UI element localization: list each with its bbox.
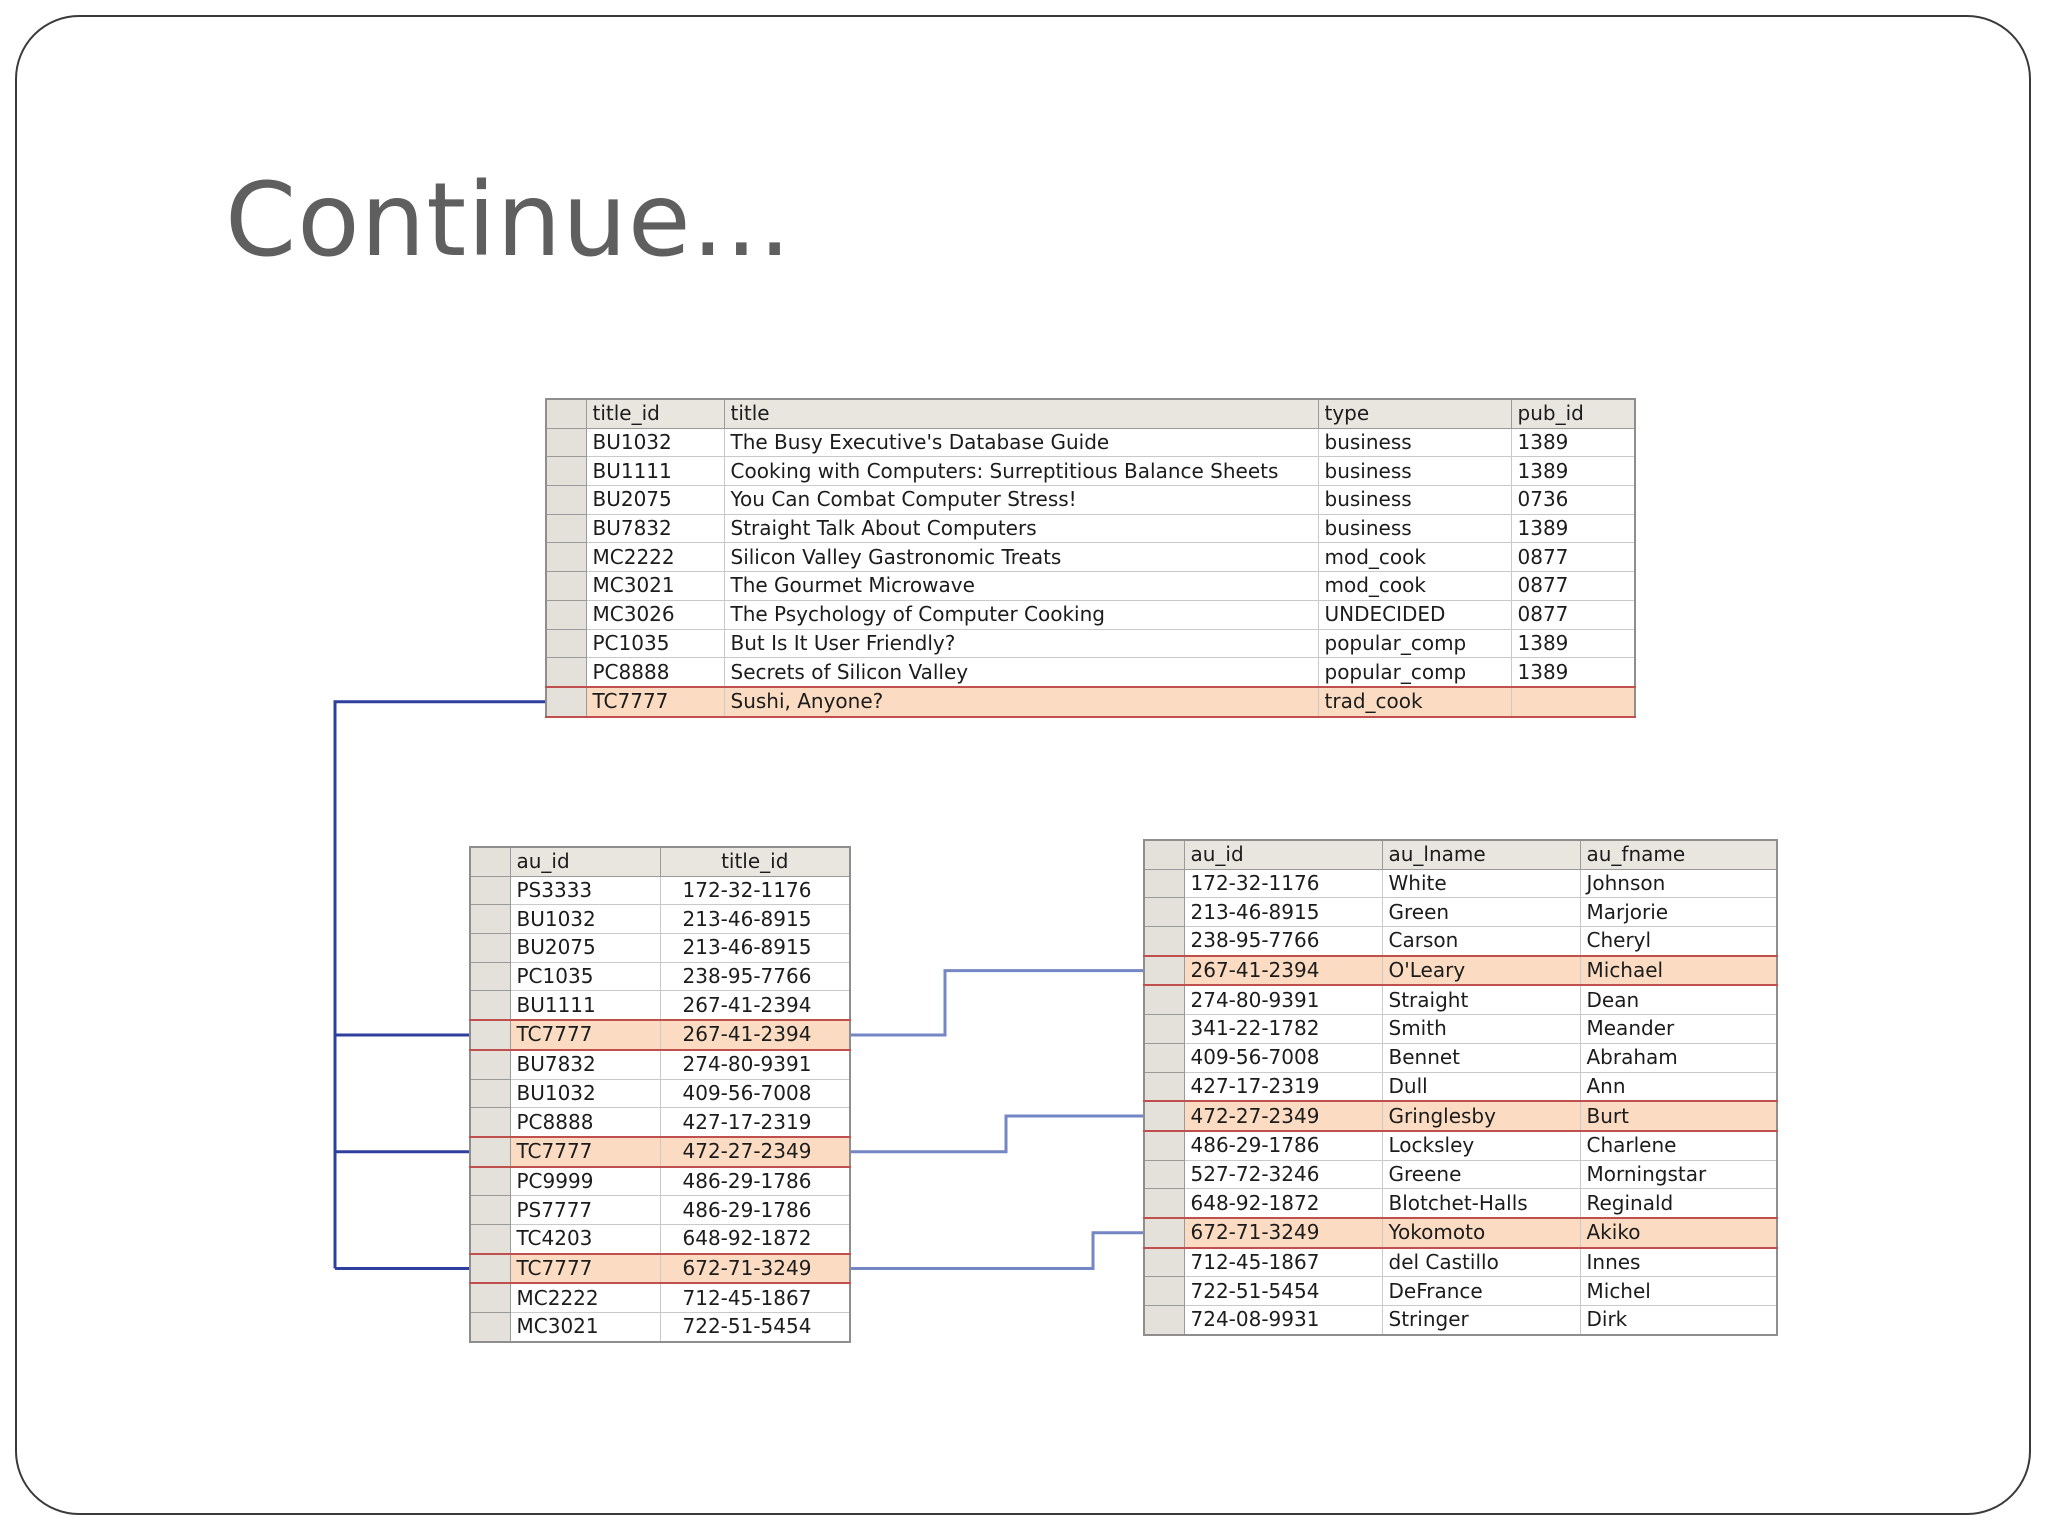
titleauthor-cell-title-id[interactable]: 672-71-3249	[660, 1254, 850, 1284]
slide-title: Continue...	[225, 161, 792, 280]
titles-cell-pub-id[interactable]: 0877	[1511, 543, 1635, 572]
row-selector[interactable]	[470, 1283, 510, 1312]
titleauthor-cell-title-id[interactable]: 409-56-7008	[660, 1079, 850, 1108]
titles-cell-title[interactable]: The Gourmet Microwave	[724, 572, 1318, 601]
titles-cell-type[interactable]: business	[1318, 428, 1511, 457]
titleauthor-cell-title-id[interactable]: 238-95-7766	[660, 962, 850, 991]
authors-cell-au-lname[interactable]: Smith	[1382, 1015, 1580, 1044]
authors-cell-au-fname[interactable]: Charlene	[1580, 1131, 1777, 1160]
row-selector[interactable]	[546, 572, 586, 601]
titles-cell-type[interactable]: popular_comp	[1318, 629, 1511, 658]
titleauthor-row[interactable]	[470, 1224, 850, 1253]
titleauthor-cell-au-id[interactable]: PC9999	[510, 1167, 660, 1196]
authors-cell-au-lname[interactable]: Green	[1382, 898, 1580, 927]
row-selector[interactable]	[1144, 1101, 1184, 1131]
row-selector[interactable]	[470, 1108, 510, 1137]
row-selector[interactable]	[470, 1020, 510, 1050]
authors-row[interactable]	[1144, 869, 1777, 898]
row-selector[interactable]	[470, 1254, 510, 1284]
titles-cell-title-id[interactable]: MC3026	[586, 600, 724, 629]
titles-cell-title-id[interactable]: TC7777	[586, 687, 724, 717]
row-selector[interactable]	[1144, 1015, 1184, 1044]
authors-row-highlighted[interactable]	[1144, 956, 1777, 986]
titleauthor-cell-au-id[interactable]: TC7777	[510, 1137, 660, 1167]
titles-cell-title-id[interactable]: BU2075	[586, 486, 724, 515]
titles-row[interactable]	[546, 629, 1635, 658]
titleauthor-cell-au-id[interactable]: PC1035	[510, 962, 660, 991]
authors-cell-au-id[interactable]: 427-17-2319	[1184, 1072, 1382, 1101]
authors-cell-au-id[interactable]: 712-45-1867	[1184, 1248, 1382, 1277]
titles-header-type[interactable]: type	[1318, 399, 1511, 428]
row-selector[interactable]	[470, 991, 510, 1020]
authors-cell-au-id[interactable]: 274-80-9391	[1184, 985, 1382, 1014]
titleauthor-cell-title-id[interactable]: 427-17-2319	[660, 1108, 850, 1137]
titles-cell-pub-id[interactable]: 1389	[1511, 629, 1635, 658]
row-selector[interactable]	[470, 1167, 510, 1196]
authors-row-highlighted[interactable]	[1144, 1218, 1777, 1248]
row-selector[interactable]	[546, 600, 586, 629]
titles-cell-title-id[interactable]: BU1032	[586, 428, 724, 457]
titles-cell-type[interactable]: mod_cook	[1318, 543, 1511, 572]
titleauthor-cell-au-id[interactable]: BU1032	[510, 905, 660, 934]
titleauthor-row[interactable]	[470, 1108, 850, 1137]
row-selector[interactable]	[470, 1050, 510, 1079]
row-selector[interactable]	[1144, 1248, 1184, 1277]
titleauthor-corner-cell	[470, 847, 510, 876]
authors-row[interactable]	[1144, 1248, 1777, 1277]
authors-cell-au-fname[interactable]: Cheryl	[1580, 927, 1777, 956]
row-selector[interactable]	[470, 905, 510, 934]
titleauthor-cell-title-id[interactable]: 213-46-8915	[660, 905, 850, 934]
titles-cell-type[interactable]: business	[1318, 486, 1511, 515]
titleauthor-cell-au-id[interactable]: TC7777	[510, 1020, 660, 1050]
authors-cell-au-id[interactable]: 648-92-1872	[1184, 1189, 1382, 1218]
titleauthor-cell-title-id[interactable]: 712-45-1867	[660, 1283, 850, 1312]
titles-cell-title[interactable]: Straight Talk About Computers	[724, 514, 1318, 543]
titleauthor-cell-au-id[interactable]: BU1032	[510, 1079, 660, 1108]
authors-cell-au-id[interactable]: 409-56-7008	[1184, 1043, 1382, 1072]
titles-row[interactable]	[546, 658, 1635, 687]
row-selector[interactable]	[470, 1137, 510, 1167]
titles-cell-title-id[interactable]: MC2222	[586, 543, 724, 572]
titles-cell-title[interactable]: But Is It User Friendly?	[724, 629, 1318, 658]
authors-cell-au-id[interactable]: 472-27-2349	[1184, 1101, 1382, 1131]
row-selector[interactable]	[1144, 1306, 1184, 1335]
titleauthor-cell-au-id[interactable]: PC8888	[510, 1108, 660, 1137]
authors-row[interactable]	[1144, 1189, 1777, 1218]
titles-cell-title-id[interactable]: PC8888	[586, 658, 724, 687]
titles-cell-title-id[interactable]: BU1111	[586, 457, 724, 486]
titles-cell-title[interactable]: Silicon Valley Gastronomic Treats	[724, 543, 1318, 572]
titleauthor-cell-title-id[interactable]: 486-29-1786	[660, 1167, 850, 1196]
titles-cell-type[interactable]: mod_cook	[1318, 572, 1511, 601]
titles-cell-title[interactable]: You Can Combat Computer Stress!	[724, 486, 1318, 515]
authors-cell-au-id[interactable]: 213-46-8915	[1184, 898, 1382, 927]
titles-header-title-id[interactable]: title_id	[586, 399, 724, 428]
titleauthor-cell-title-id[interactable]: 722-51-5454	[660, 1313, 850, 1342]
authors-cell-au-lname[interactable]: White	[1382, 869, 1580, 898]
authors-header-au-id[interactable]: au_id	[1184, 840, 1382, 869]
titleauthor-cell-title-id[interactable]: 267-41-2394	[660, 991, 850, 1020]
titleauthor-cell-au-id[interactable]: PS7777	[510, 1196, 660, 1225]
titleauthor-row-highlighted[interactable]	[470, 1254, 850, 1284]
titleauthor-cell-au-id[interactable]: BU1111	[510, 991, 660, 1020]
row-selector[interactable]	[1144, 1160, 1184, 1189]
authors-cell-au-fname[interactable]: Dean	[1580, 985, 1777, 1014]
titleauthor-cell-au-id[interactable]: PS3333	[510, 876, 660, 905]
authors-row[interactable]	[1144, 1043, 1777, 1072]
titles-row[interactable]	[546, 543, 1635, 572]
row-selector[interactable]	[546, 486, 586, 515]
titles-cell-type[interactable]: trad_cook	[1318, 687, 1511, 717]
row-selector[interactable]	[546, 629, 586, 658]
titleauthor-row[interactable]	[470, 1283, 850, 1312]
titleauthor-cell-au-id[interactable]: TC7777	[510, 1254, 660, 1284]
authors-row[interactable]	[1144, 927, 1777, 956]
row-selector[interactable]	[546, 457, 586, 486]
connector-author-link-3	[850, 1233, 1144, 1269]
row-selector[interactable]	[470, 876, 510, 905]
titles-cell-title-id[interactable]: BU7832	[586, 514, 724, 543]
row-selector[interactable]	[1144, 1189, 1184, 1218]
row-selector[interactable]	[470, 962, 510, 991]
titleauthor-cell-title-id[interactable]: 172-32-1176	[660, 876, 850, 905]
titleauthor-row[interactable]	[470, 934, 850, 963]
titles-cell-title[interactable]: Cooking with Computers: Surreptitious Balance Sheets	[724, 457, 1318, 486]
titles-cell-title-id[interactable]: PC1035	[586, 629, 724, 658]
titleauthor-header-row	[470, 847, 850, 876]
titles-cell-title[interactable]: Secrets of Silicon Valley	[724, 658, 1318, 687]
authors-header-au-lname[interactable]: au_lname	[1382, 840, 1580, 869]
titleauthor-cell-au-id[interactable]: MC3021	[510, 1313, 660, 1342]
row-selector[interactable]	[1144, 1277, 1184, 1306]
row-selector[interactable]	[470, 1313, 510, 1342]
titleauthor-row[interactable]	[470, 1050, 850, 1079]
titles-cell-type[interactable]: business	[1318, 514, 1511, 543]
row-selector[interactable]	[546, 687, 586, 717]
titles-header-title[interactable]: title	[724, 399, 1318, 428]
titles-cell-title[interactable]: Sushi, Anyone?	[724, 687, 1318, 717]
authors-cell-au-id[interactable]: 238-95-7766	[1184, 927, 1382, 956]
titleauthor-cell-title-id[interactable]: 472-27-2349	[660, 1137, 850, 1167]
row-selector[interactable]	[470, 1224, 510, 1253]
authors-row[interactable]	[1144, 985, 1777, 1014]
authors-cell-au-id[interactable]: 672-71-3249	[1184, 1218, 1382, 1248]
titleauthor-header-au-id[interactable]: au_id	[510, 847, 660, 876]
connector-author-link-2	[850, 1116, 1144, 1152]
titles-cell-title-id[interactable]: MC3021	[586, 572, 724, 601]
authors-cell-au-fname[interactable]: Meander	[1580, 1015, 1777, 1044]
titleauthor-row-highlighted[interactable]	[470, 1020, 850, 1050]
authors-cell-au-lname[interactable]: DeFrance	[1382, 1277, 1580, 1306]
authors-cell-au-lname[interactable]: del Castillo	[1382, 1248, 1580, 1277]
titleauthor-cell-au-id[interactable]: MC2222	[510, 1283, 660, 1312]
authors-cell-au-fname[interactable]: Reginald	[1580, 1189, 1777, 1218]
row-selector[interactable]	[1144, 985, 1184, 1014]
connector-author-link-1	[850, 971, 1144, 1035]
authors-cell-au-id[interactable]: 724-08-9931	[1184, 1306, 1382, 1335]
titles-row[interactable]	[546, 572, 1635, 601]
titleauthor-row-highlighted[interactable]	[470, 1137, 850, 1167]
authors-table	[1143, 839, 1778, 1336]
titles-cell-pub-id[interactable]: 1389	[1511, 428, 1635, 457]
titles-cell-title[interactable]: The Busy Executive's Database Guide	[724, 428, 1318, 457]
authors-cell-au-fname[interactable]: Ann	[1580, 1072, 1777, 1101]
titles-cell-pub-id[interactable]: 1389	[1511, 514, 1635, 543]
row-selector[interactable]	[546, 514, 586, 543]
authors-header-row	[1144, 840, 1777, 869]
titleauthor-cell-au-id[interactable]: BU7832	[510, 1050, 660, 1079]
authors-corner-cell	[1144, 840, 1184, 869]
titleauthor-row[interactable]	[470, 905, 850, 934]
titles-cell-pub-id[interactable]: 1389	[1511, 457, 1635, 486]
authors-cell-au-lname[interactable]: Bennet	[1382, 1043, 1580, 1072]
authors-cell-au-fname[interactable]: Abraham	[1580, 1043, 1777, 1072]
titleauthor-header-title-id[interactable]: title_id	[660, 847, 850, 876]
row-selector[interactable]	[1144, 898, 1184, 927]
authors-row[interactable]	[1144, 1277, 1777, 1306]
authors-cell-au-lname[interactable]: Stringer	[1382, 1306, 1580, 1335]
authors-cell-au-fname[interactable]: Innes	[1580, 1248, 1777, 1277]
authors-cell-au-lname[interactable]: Carson	[1382, 927, 1580, 956]
authors-cell-au-id[interactable]: 267-41-2394	[1184, 956, 1382, 986]
titles-row[interactable]	[546, 486, 1635, 515]
titleauthor-cell-title-id[interactable]: 267-41-2394	[660, 1020, 850, 1050]
authors-cell-au-fname[interactable]: Dirk	[1580, 1306, 1777, 1335]
titleauthor-row[interactable]	[470, 1196, 850, 1225]
titleauthor-row[interactable]	[470, 962, 850, 991]
titles-row[interactable]	[546, 514, 1635, 543]
authors-cell-au-fname[interactable]: Marjorie	[1580, 898, 1777, 927]
titles-header-row	[546, 399, 1635, 428]
row-selector[interactable]	[546, 428, 586, 457]
authors-cell-au-fname[interactable]: Johnson	[1580, 869, 1777, 898]
authors-cell-au-id[interactable]: 172-32-1176	[1184, 869, 1382, 898]
authors-header-au-fname[interactable]: au_fname	[1580, 840, 1777, 869]
authors-cell-au-fname[interactable]: Morningstar	[1580, 1160, 1777, 1189]
titles-header-pub-id[interactable]: pub_id	[1511, 399, 1635, 428]
titleauthor-cell-title-id[interactable]: 648-92-1872	[660, 1224, 850, 1253]
titleauthor-row[interactable]	[470, 991, 850, 1020]
row-selector[interactable]	[546, 543, 586, 572]
titleauthor-row[interactable]	[470, 1313, 850, 1342]
titles-row[interactable]	[546, 428, 1635, 457]
authors-row[interactable]	[1144, 1306, 1777, 1335]
authors-cell-au-lname[interactable]: Blotchet-Halls	[1382, 1189, 1580, 1218]
authors-row[interactable]	[1144, 898, 1777, 927]
row-selector[interactable]	[1144, 956, 1184, 986]
titles-row-highlighted[interactable]	[546, 687, 1635, 717]
authors-cell-au-lname[interactable]: Straight	[1382, 985, 1580, 1014]
row-selector[interactable]	[470, 934, 510, 963]
titles-cell-type[interactable]: UNDECIDED	[1318, 600, 1511, 629]
authors-row[interactable]	[1144, 1131, 1777, 1160]
titles-cell-pub-id[interactable]: 1389	[1511, 658, 1635, 687]
titles-cell-type[interactable]: business	[1318, 457, 1511, 486]
titleauthor-cell-title-id[interactable]: 213-46-8915	[660, 934, 850, 963]
authors-cell-au-id[interactable]: 527-72-3246	[1184, 1160, 1382, 1189]
authors-row[interactable]	[1144, 1072, 1777, 1101]
authors-row[interactable]	[1144, 1015, 1777, 1044]
authors-cell-au-lname[interactable]: Gringlesby	[1382, 1101, 1580, 1131]
titles-cell-pub-id[interactable]: 0877	[1511, 600, 1635, 629]
row-selector[interactable]	[470, 1079, 510, 1108]
titleauthor-cell-title-id[interactable]: 486-29-1786	[660, 1196, 850, 1225]
titleauthor-row[interactable]	[470, 876, 850, 905]
row-selector[interactable]	[1144, 1218, 1184, 1248]
authors-cell-au-fname[interactable]: Burt	[1580, 1101, 1777, 1131]
authors-cell-au-lname[interactable]: Dull	[1382, 1072, 1580, 1101]
authors-cell-au-lname[interactable]: Yokomoto	[1382, 1218, 1580, 1248]
row-selector[interactable]	[1144, 927, 1184, 956]
titles-corner-cell	[546, 399, 586, 428]
titles-row[interactable]	[546, 600, 1635, 629]
titleauthor-cell-au-id[interactable]: BU2075	[510, 934, 660, 963]
titleauthor-row[interactable]	[470, 1079, 850, 1108]
authors-cell-au-fname[interactable]: Michel	[1580, 1277, 1777, 1306]
authors-cell-au-fname[interactable]: Akiko	[1580, 1218, 1777, 1248]
authors-row[interactable]	[1144, 1160, 1777, 1189]
row-selector[interactable]	[1144, 1131, 1184, 1160]
authors-cell-au-id[interactable]: 722-51-5454	[1184, 1277, 1382, 1306]
row-selector[interactable]	[1144, 869, 1184, 898]
authors-cell-au-id[interactable]: 341-22-1782	[1184, 1015, 1382, 1044]
titles-cell-pub-id[interactable]	[1511, 687, 1635, 717]
authors-cell-au-id[interactable]: 486-29-1786	[1184, 1131, 1382, 1160]
row-selector[interactable]	[1144, 1072, 1184, 1101]
titleauthor-table	[469, 846, 851, 1343]
row-selector[interactable]	[470, 1196, 510, 1225]
row-selector[interactable]	[1144, 1043, 1184, 1072]
titles-row[interactable]	[546, 457, 1635, 486]
authors-row-highlighted[interactable]	[1144, 1101, 1777, 1131]
titles-cell-type[interactable]: popular_comp	[1318, 658, 1511, 687]
titles-cell-title[interactable]: The Psychology of Computer Cooking	[724, 600, 1318, 629]
row-selector[interactable]	[546, 658, 586, 687]
titles-table	[545, 398, 1636, 718]
authors-cell-au-lname[interactable]: Greene	[1382, 1160, 1580, 1189]
authors-cell-au-lname[interactable]: O'Leary	[1382, 956, 1580, 986]
authors-cell-au-fname[interactable]: Michael	[1580, 956, 1777, 986]
authors-cell-au-lname[interactable]: Locksley	[1382, 1131, 1580, 1160]
titleauthor-cell-title-id[interactable]: 274-80-9391	[660, 1050, 850, 1079]
titles-cell-pub-id[interactable]: 0877	[1511, 572, 1635, 601]
titleauthor-row[interactable]	[470, 1167, 850, 1196]
titleauthor-cell-au-id[interactable]: TC4203	[510, 1224, 660, 1253]
titles-cell-pub-id[interactable]: 0736	[1511, 486, 1635, 515]
